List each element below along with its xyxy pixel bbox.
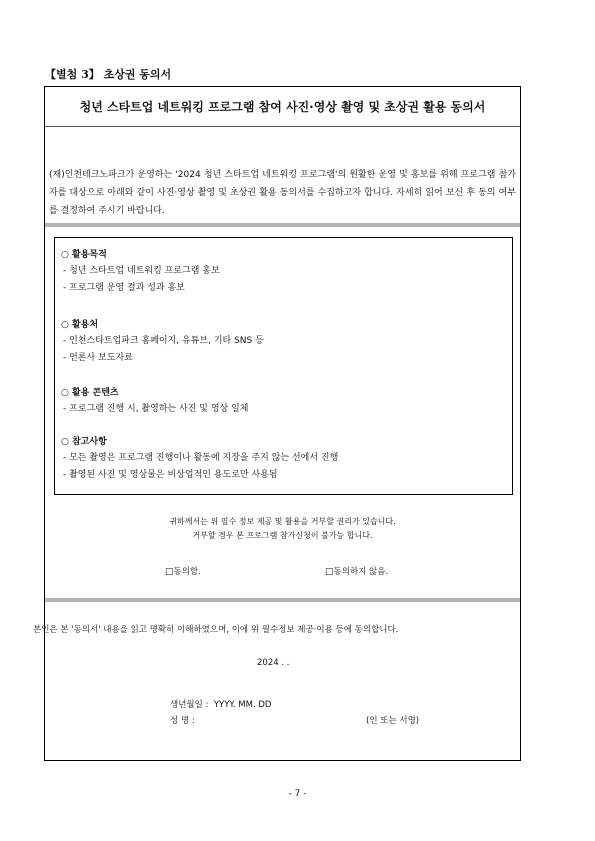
section-heading: ○ 활용처 xyxy=(61,320,99,330)
disagree-label: 동의하지 않음. xyxy=(333,567,389,577)
name-row xyxy=(170,714,470,726)
consent-form-frame xyxy=(33,86,521,761)
section-purpose xyxy=(61,248,220,297)
refusal-notice xyxy=(45,515,520,543)
divider-bar xyxy=(45,223,520,227)
birthdate-row xyxy=(170,698,271,710)
section-notes xyxy=(61,435,338,484)
form-title: 청년 스타트업 네트워킹 프로그램 참여 사진·영상 촬영 및 초상권 활용 동의서 xyxy=(45,87,520,127)
signature-field[interactable]: (인 또는 서명) xyxy=(366,716,420,726)
list-item: - 청년 스타트업 네트워킹 프로그램 홍보 xyxy=(63,266,220,276)
section-contents xyxy=(61,386,249,418)
section-heading: ○ 참고사항 xyxy=(61,437,107,447)
agree-choice[interactable] xyxy=(165,565,201,577)
section-heading: ○ 활용 콘텐츠 xyxy=(61,388,119,398)
list-item: - 촬영된 사진 및 영상물은 비상업적인 용도로만 사용됨 xyxy=(63,470,278,480)
divider-bar xyxy=(45,598,520,602)
intro-paragraph: (재)인천테크노파크가 운영하는 '2024 청년 스타트업 네트워킹 프로그램'의 원활한 운영 및 홍보를 위해 프로그램 참가자를 대상으로 아래와 같이 사진·영상 촬영 및 초상권 활용 동의서를 수집하고자 합니다. 자세히 읽어 보신 후 동의 여부를 결정하여 주시기 바랍니다. xyxy=(49,170,516,216)
date-field[interactable]: 2024 . . xyxy=(257,658,290,668)
name-label: 성 명 : xyxy=(170,716,195,726)
birthdate-label: 생년월일 : xyxy=(170,700,209,710)
list-item: - 인천스타트업파크 홈페이지, 유튜브, 기타 SNS 등 xyxy=(63,336,264,346)
list-item: - 프로그램 운영 결과 성과 홍보 xyxy=(63,283,185,293)
agree-label: 동의함. xyxy=(173,567,201,577)
disagree-checkbox[interactable]: □ xyxy=(325,567,334,577)
section-heading: ○ 활용목적 xyxy=(61,250,107,260)
attachment-label: 【별첨 3】 초상권 동의서 xyxy=(45,68,172,81)
agree-checkbox[interactable]: □ xyxy=(165,567,174,577)
refusal-line: 거부할 경우 본 프로그램 참가신청이 불가능 합니다. xyxy=(192,531,373,540)
disagree-choice[interactable] xyxy=(325,565,388,577)
page-number: - 7 - xyxy=(288,789,307,799)
usage-info-box xyxy=(54,237,513,495)
list-item: - 프로그램 진행 시, 촬영하는 사진 및 영상 일체 xyxy=(63,404,249,414)
refusal-line: 귀하께서는 위 필수 정보 제공 및 활용을 거부할 권리가 있습니다. xyxy=(169,517,396,526)
list-item: - 언론사 보도자료 xyxy=(63,353,133,363)
confirmation-statement: 본인은 본 '동의서' 내용을 읽고 명확히 이해하였으며, 이에 위 필수정보 제공·이용 등에 동의합니다. xyxy=(33,625,399,635)
birthdate-field[interactable]: YYYY. MM. DD xyxy=(213,700,272,710)
section-usage-channels xyxy=(61,318,264,367)
list-item: - 모든 촬영은 프로그램 진행이나 활동에 지장을 주지 않는 선에서 진행 xyxy=(63,453,339,463)
